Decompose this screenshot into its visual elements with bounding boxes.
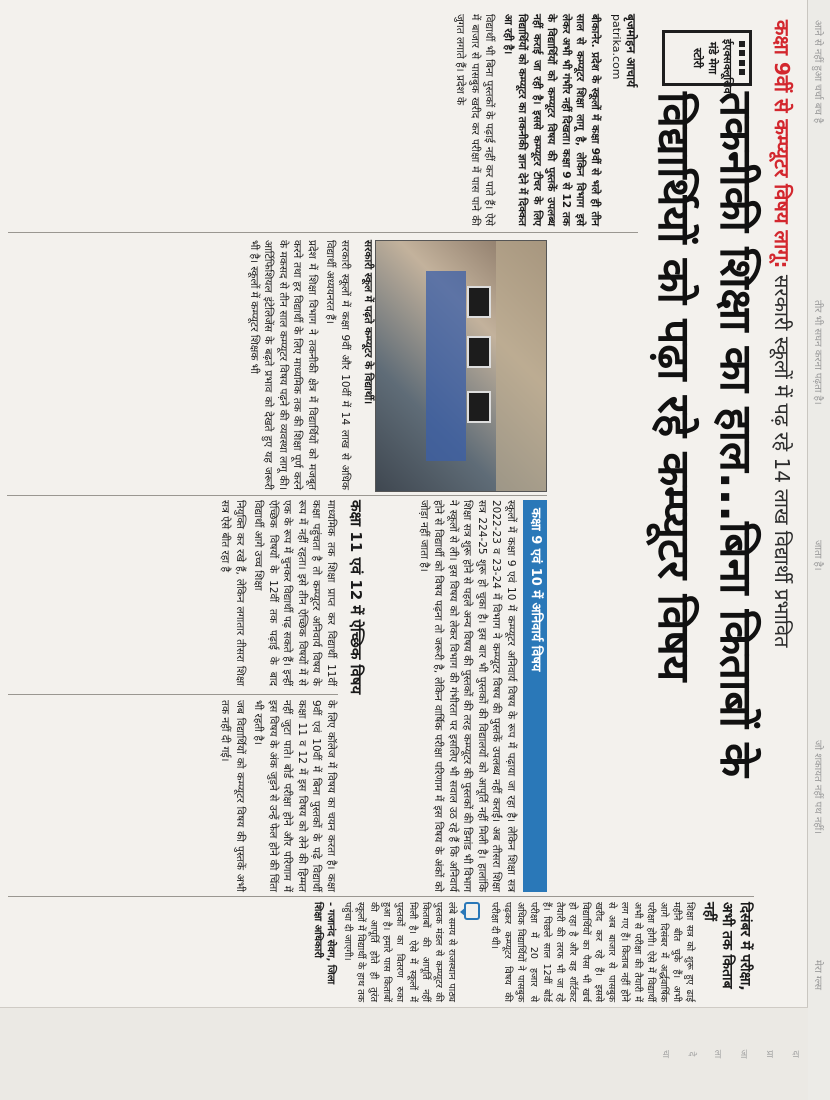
logo-line: मंडे मेगा (706, 42, 719, 74)
column-rule (7, 495, 547, 496)
headline: तकनीकी शिक्षा का हाल...बिना किताबों के विद्यार्थियों को पढ़ा रहे कम्प्यूटर विषय (648, 92, 761, 777)
classroom-photo (375, 240, 547, 492)
byline (609, 14, 638, 154)
adjacent-page-edge (0, 1007, 808, 1100)
subhead-december-exam: दिसंबर में परीक्षा, अभी तक किताब नहीं (701, 902, 753, 991)
kicker-line (760, 20, 804, 1000)
edge-text: प्रा (764, 1050, 774, 1058)
edge-text: जाता है। (812, 540, 823, 571)
edge-text: दे (686, 1051, 696, 1057)
kicker-rest: सरकारी स्कूलों में पढ़ रहे 14 लाख विद्यार्थी प्रभावित (770, 268, 794, 648)
exclusive-logo (662, 30, 752, 94)
photo-caption: सरकारी स्कूल में पढ़ते कम्प्यूटर के विद्यार्थी। (362, 240, 374, 405)
edge-text: जा (738, 1049, 748, 1059)
section-band-class-9-10: कक्षा 9 एवं 10 में अनिवार्य विषय (523, 500, 547, 892)
paragraph: जब विद्यार्थियों को कम्प्यूटर विषय की पुस्तकें अभी तक नहीं दी गई। (219, 700, 246, 892)
subhead-class-11-12: कक्षा 11 एवं 12 में ऐच्छिक विषय (347, 500, 365, 695)
paragraph: नियुक्ति कर रखे हैं, लेकिन लगातार तीसरा शिक्षा सत्र ऐसे बीत रहा है (219, 500, 246, 686)
paragraph: के लिए कॉलेज में विषय का चयन करता है। कक्षा 9वीं एवं 10वीं में बिना पुस्तकों के पढ़े विद्यार्थी कक्षा 11 व 12 में इस विषय को लेने की हिम्मत नहीं जुटा पाते। बोर्ड परीक्षा होने और परिणाम में इस विषय के अंक जुड़ने से उन्हें फेल होने की चिंता भी रहती है। (252, 700, 337, 892)
edge-text: चा (660, 1049, 670, 1059)
sidebar-column-anchor (0, 0, 1, 1)
edge-text: ला (712, 1049, 722, 1059)
edge-text: तीर भी सघन करना पढ़ता है। (812, 300, 823, 405)
exam-story-text: शिक्षा सत्र को शुरू हुए ढाई महीने बीत चुके हैं। अभी आगे दिसंबर में अर्द्धवार्षिक परीक्षा होगी। ऐसे में विद्यार्थी अभी से परीक्षा की तैयारी में लग गए हैं। किताब नहीं होने से अब बाजार से पासबुक खरीद कर रहे हैं। इससे विद्यार्थियों का पैसा भी खर्च हो रहा है और वह शॉर्टकट तैयारी की तरफ भी जा रहे हैं। पिछले साल 12वीं बोर्ड परीक्षा में 20 हजार से अधिक विद्यार्थियों ने पासबुक पढ़कर कम्प्यूटर विषय की परीक्षा दी थी। (489, 902, 695, 1002)
paragraph: बीकानेर. प्रदेश के स्कूलों में कक्षा 9वीं से भले ही तीन साल से कम्प्यूटर शिक्षा लागू है, लेकिन विभाग इसे लेकर अभी भी गंभीर नहीं दिखता। कक्षा 9 से 12 तक के विद्यार्थियों को कम्प्यूटर विषय की पुस्तकें उपलब्ध नहीं कराई जा रही है। इससे कम्प्यूटर टीचर के लिए विद्यार्थियों को कम्प्यूटर का तकनीकी ज्ञान देने में दिक्कत आ रही है। (502, 14, 601, 226)
article-column-1 (449, 14, 602, 226)
column-rule (8, 232, 638, 233)
previous-page-edge (807, 0, 830, 1100)
column-rule (8, 694, 338, 695)
column-rule (8, 896, 754, 897)
paragraph: प्रदेश में शिक्षा विभाग ने तकनीकी क्षेत्र में विद्यार्थियों को मजबूत करने तथा हर विद्यार्थी के लिए माध्यमिक तक की शिक्षा पूर्ण करने के मकसद से तीन साल कम्प्यूटर विषय पढ़ने की व्यवस्था लागू की। आर्टिफिशियल इंटेलिजेंस के बढ़ते प्रभाव को देखते हुए यह जरूरी भी है। स्कूलों में कम्प्यूटर शिक्षक भी (248, 240, 318, 490)
logo-line: ईएक्सक्लूसिव (721, 39, 734, 94)
quote-box (311, 902, 480, 1002)
kicker-highlight: कक्षा 9वीं से कम्प्यूटर विषय लागू: (770, 20, 794, 269)
paragraph: सरकारी स्कूलों में कक्षा 9वीं और 10वीं में 14 लाख से अधिक विद्यार्थी अध्ययनरत हैं। (324, 240, 351, 490)
paragraph: विद्यार्थी भी बिना पुस्तकों के पढ़ाई नहीं कर पाते हैं। ऐसे में बाजार से पासबुक खरीद कर परीक्षा में पास पाने की जुगत लगाते हैं। प्रदेश के (454, 14, 496, 226)
quote-signature: - गजानंद सेवग, जिला शिक्षा अधिकारी (312, 902, 336, 985)
paragraph: माध्यमिक तक शिक्षा प्राप्त कर विद्यार्थी 11वीं कक्षा पहुंचता है तो कम्प्यूटर अनिवार्य विषय के रूप में नहीं रहता। इसे तीन ऐच्छिक विषयों में से एक के रूप में चुनकर विद्यार्थी पढ़ सकते हैं। इन्हीं ऐच्छिक विषयों के 12वीं तक पढ़ाई के बाद विद्यार्थी आगे उच्च शिक्षा (252, 500, 337, 686)
edge-text: दा (790, 1050, 800, 1058)
edge-text: आने से नहीं हुआ चर्चा बच है (812, 20, 823, 124)
boxed-section-text: स्कूलों में कक्षा 9 एवं 10 में कम्प्यूटर अनिवार्य विषय के रूप में पढ़ाया जा रहा है। लेकिन शिक्षा सत्र 2022-23 व 23-24 में विभाग ने कम्प्यूटर विषय की पुस्तकें उपलब्ध नहीं कराईं। अब तीसरा शिक्षा सत्र 224-25 शुरू हो चुका है। इस बार भी पुस्तकों की विद्यालयों को आपूर्ति नहीं मिली है। हालांकि शिक्षा सत्र शुरू होने से पहले अन्य विषय की पुस्तकों की तरह कम्प्यूटर की पुस्तकों की डिमांड भी विभाग ने स्कूलों से ली। इस विषय को लेकर विभाग की गंभीरता पर इसलिए भी सवाल उठ रहे हैं कि अनिवार्य होने से विद्यार्थी को विषय पढ़ना तो जरूरी है, लेकिन वार्षिक परीक्षा परिणाम में इस विषय के अंकों को जोड़ा नहीं जाता है। (418, 500, 517, 892)
logo-decoration (739, 39, 745, 77)
quote-text: लंबे समय से राजस्थान पाठ्य पुस्तक मंडल से कम्प्यूटर की किताबों की आपूर्ति नहीं मिली है। ऐसे में स्कूलों में पुस्तकों का वितरण रुका हुआ है। हमारे पास किताबों की आपूर्ति होते ही तुरंत स्कूलों में विद्यार्थी के हाथ तक पहुंचा दी जाएगी। (342, 902, 457, 1002)
logo-line: स्टोरी (691, 47, 704, 69)
article-column-4 (214, 700, 338, 892)
exam-sidebar (311, 902, 754, 1002)
article-column-2 (243, 240, 353, 490)
byline-author: बृजमोहन आचार्य (624, 14, 638, 88)
quote-icon (464, 902, 480, 920)
article-column-3 (214, 500, 338, 686)
byline-source: patrika.com (610, 14, 623, 80)
edge-text: मेरा ग्ल्स (812, 960, 823, 991)
edge-text: जो शकायत नहीं पथ नहीं। (812, 740, 823, 835)
